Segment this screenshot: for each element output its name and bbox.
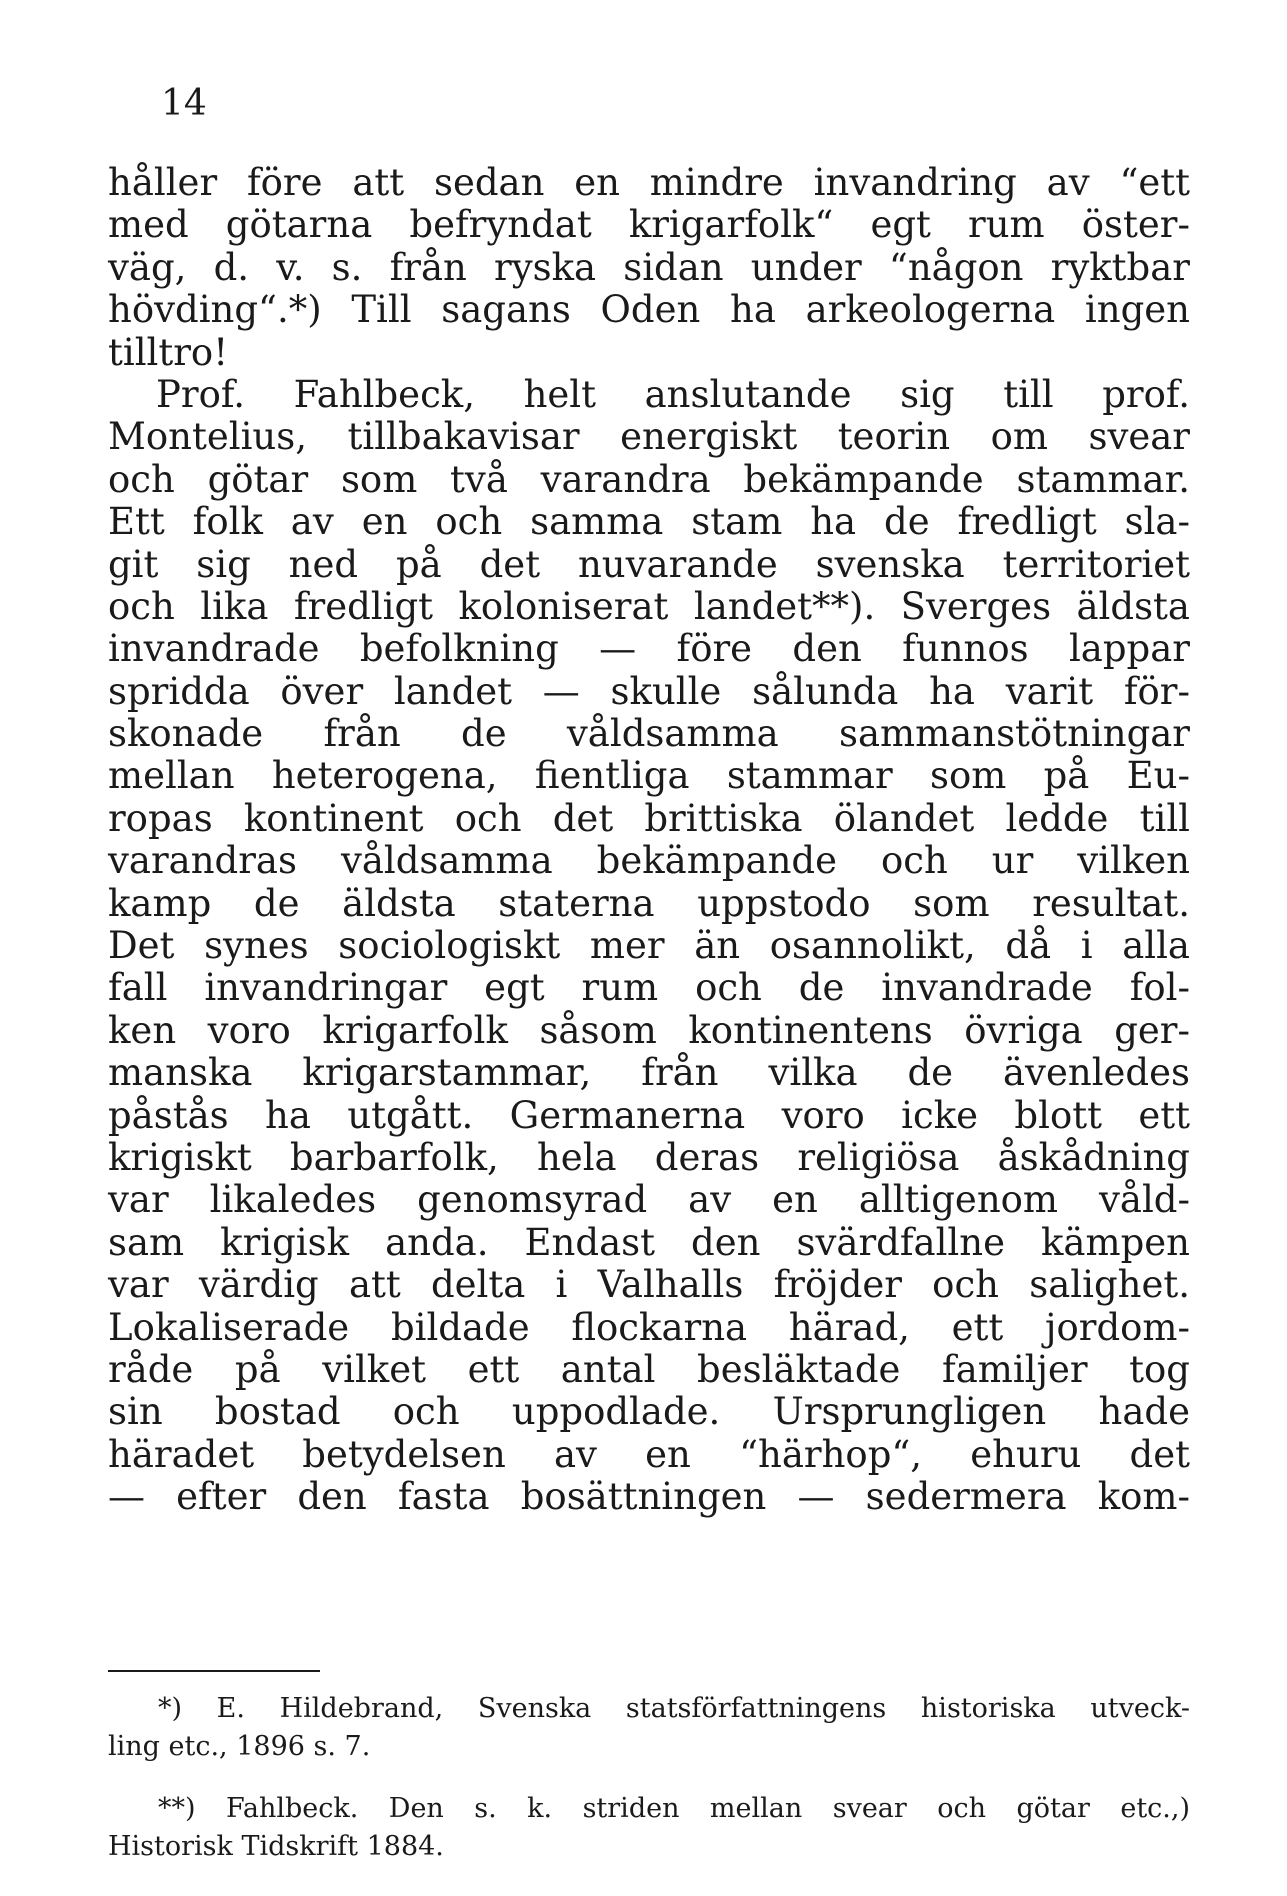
text-line: tilltro! — [108, 330, 229, 374]
footnote-line: ling etc., 1896 s. 7. — [108, 1731, 371, 1762]
footnote-line: **) Fahlbeck. Den s. k. striden mellan svear och götar etc.,) — [158, 1793, 1190, 1824]
page-number: 14 — [161, 83, 207, 124]
text-line: Ett folk av en och samma stam ha de fredligt sla- — [108, 500, 1190, 544]
text-line: spridda över landet — skulle sålunda ha varit för- — [108, 669, 1190, 713]
text-line: — efter den fasta bosättningen — sedermera kom- — [108, 1475, 1190, 1519]
text-line: häradet betydelsen av en “härhop“, ehuru det — [108, 1432, 1190, 1476]
body-text — [108, 162, 1190, 1519]
text-line: fall invandringar egt rum och de invandrade fol- — [108, 966, 1190, 1010]
text-line: och götar som två varandra bekämpande stammar. — [108, 457, 1190, 501]
text-line: hövding“.*) Till sagans Oden ha arkeologerna ingen — [108, 288, 1190, 332]
text-line: Prof. Fahlbeck, helt anslutande sig till prof. — [156, 372, 1190, 416]
footnote — [108, 1690, 1190, 1766]
footnote-line: Historisk Tidskrift 1884. — [108, 1831, 444, 1862]
text-line: var likaledes genomsyrad av en alltigenom våld- — [108, 1178, 1190, 1222]
text-line: sam krigisk anda. Endast den svärdfallne kämpen — [108, 1220, 1190, 1264]
footnotes — [108, 1690, 1190, 1866]
text-line: skonade från de våldsamma sammanstötningar — [108, 712, 1190, 756]
text-line: git sig ned på det nuvarande svenska territoriet — [108, 542, 1190, 586]
text-line: Lokaliserade bildade flockarna härad, ett jordom- — [108, 1305, 1190, 1349]
text-line: mellan heterogena, fientliga stammar som på Eu- — [108, 754, 1190, 798]
footnote-divider — [108, 1670, 320, 1672]
text-line: varandras våldsamma bekämpande och ur vilken — [108, 839, 1190, 883]
text-line: kamp de äldsta staterna uppstodo som resultat. — [108, 881, 1190, 925]
text-line: Montelius, tillbakavisar energiskt teorin om svear — [108, 415, 1190, 459]
text-line: råde på vilket ett antal besläktade familjer tog — [108, 1347, 1190, 1391]
text-line: Det synes sociologiskt mer än osannolikt, då i alla — [108, 924, 1190, 968]
footnote — [108, 1790, 1190, 1866]
text-line: och lika fredligt koloniserat landet**). Sverges äldsta — [108, 584, 1190, 628]
text-line: väg, d. v. s. från ryska sidan under “någon ryktbar — [108, 245, 1190, 289]
text-line: krigiskt barbarfolk, hela deras religiösa åskådning — [108, 1135, 1190, 1179]
text-line: ken voro krigarfolk såsom kontinentens övriga ger- — [108, 1008, 1190, 1052]
text-line: håller före att sedan en mindre invandring av “ett — [108, 161, 1190, 204]
text-line: manska krigarstammar, från vilka de ävenledes — [108, 1051, 1190, 1095]
text-line: påstås ha utgått. Germanerna voro icke blott ett — [108, 1093, 1190, 1137]
text-line: invandrade befolkning — före den funnos lappar — [108, 627, 1190, 671]
text-line: sin bostad och uppodlade. Ursprungligen hade — [108, 1390, 1190, 1434]
footnote-line: *) E. Hildebrand, Svenska statsförfattningens historiska utveck- — [158, 1693, 1190, 1724]
text-line: var värdig att delta i Valhalls fröjder och salighet. — [108, 1263, 1190, 1307]
text-line: med götarna befryndat krigarfolk“ egt rum öster- — [108, 203, 1190, 247]
text-line: ropas kontinent och det brittiska ölandet ledde till — [108, 796, 1190, 840]
